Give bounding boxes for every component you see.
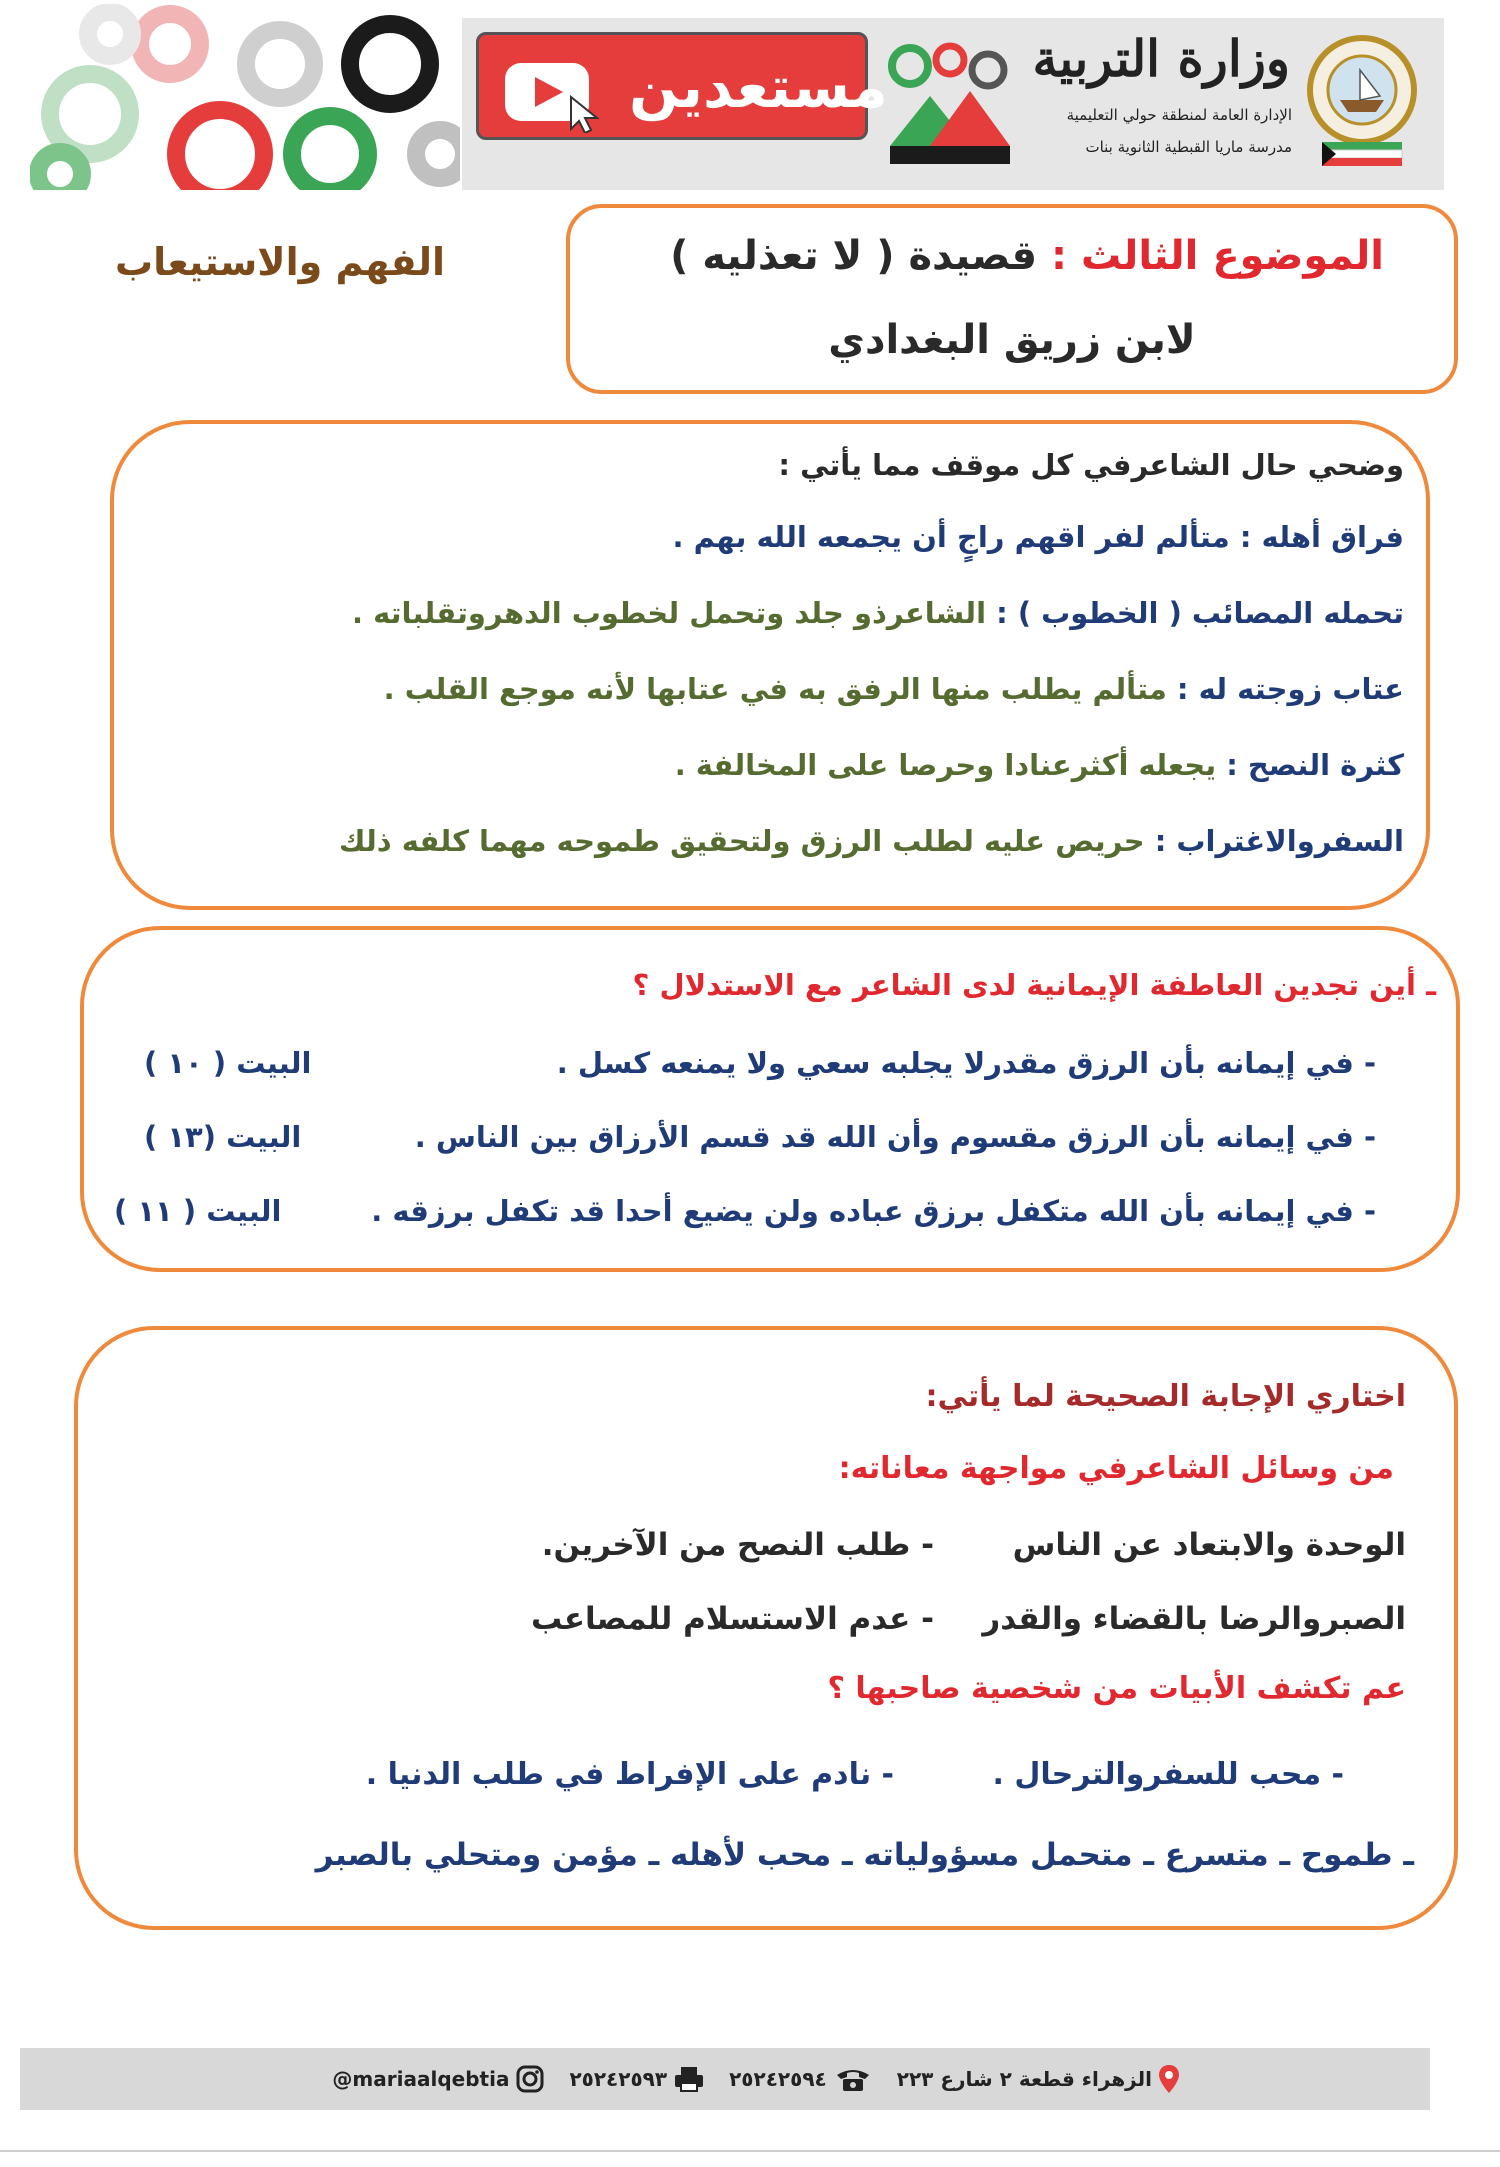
option-item: - عدم الاستسلام للمصاعب [531,1601,934,1637]
poet-state-box [110,420,1430,910]
instagram-handle: @mariaalqebtia [332,2067,510,2091]
phone-number: ٢٥٢٤٢٥٩٤ [729,2067,827,2091]
item-label: فراق أهله : [1239,520,1404,554]
verse-reference: البيت ( ١١ ) [114,1194,282,1228]
bottom-divider [0,2150,1500,2152]
list-item [675,740,1404,790]
title-line [670,224,1384,288]
verse-reference: البيت (١٣ ) [144,1120,302,1154]
subscribe-button[interactable] [476,32,888,140]
option-item: - محب للسفروالترحال . [992,1757,1344,1792]
section-label: الفهم والاستيعاب [115,240,445,284]
item-answer: متألم لفر اقهم راجٍ أن يجمعه الله بهم . [672,520,1230,554]
item-label: السفروالاغتراب : [1154,824,1404,858]
fax-icon [673,2065,705,2093]
gears-decoration-icon [30,4,460,190]
option-item: - نادم على الإفراط في طلب الدنيا . [365,1757,894,1792]
list-item [352,588,1404,638]
option-item: - طلب النصح من الآخرين. [541,1527,934,1563]
footer-contacts [332,2048,1180,2110]
multiple-choice-box [74,1326,1458,1930]
footer-fax [569,2065,705,2093]
kuwait-emblem-icon [1300,24,1424,174]
list-item: - في إيمانه بأن الله متكفل برزق عباده ولن يضيع أحدا قد تكفل برزقه . [371,1194,1376,1228]
subscribe-label: مستعدين [629,53,888,121]
ministry-name: وزارة التربية [1032,29,1290,88]
verse-reference: البيت ( ١٠ ) [144,1046,312,1080]
choice-instruction: اختاري الإجابة الصحيحة لما يأتي: [925,1379,1406,1414]
faith-question: ـ أين تجدين العاطفة الإيمانية لدى الشاعر مع الاستدلال ؟ [632,968,1436,1002]
location-pin-icon [1158,2064,1180,2094]
fax-number: ٢٥٢٤٢٥٩٣ [569,2067,668,2091]
address-text: الزهراء قطعة ٢ شارع ٢٢٣ [896,2067,1152,2091]
footer-instagram[interactable] [332,2064,545,2094]
poet-state-question: وضحي حال الشاعرفي كل موقف مما يأتي : [778,448,1404,482]
footer-bar [20,2048,1430,2110]
school-name-line: مدرسة ماريا القبطية الثانوية بنات [1085,138,1292,156]
poem-name: قصيدة ( لا تعذليه ) [670,233,1038,279]
header-banner [0,0,1444,192]
department-line: الإدارة العامة لمنطقة حولي التعليمية [1066,106,1292,124]
item-answer: متألم يطلب منها الرفق به في عتابها لأنه موجع القلب . [383,672,1167,706]
phone-icon [833,2065,873,2093]
item-answer: حريص عليه لطلب الرزق ولتحقيق طموحه مهما كلفه ذلك [338,824,1145,858]
footer-phone [729,2065,873,2093]
list-item [673,512,1404,562]
item-label: عتاب زوجته له : [1176,672,1404,706]
item-answer: الشاعرذو جلد وتحمل لخطوب الدهروتقلباته . [351,596,987,630]
item-answer: يجعله أكثرعنادا وحرصا على المخالفة . [674,748,1217,782]
topic-label: الموضوع الثالث : [1051,233,1384,279]
title-box [566,204,1458,394]
question-1: من وسائل الشاعرفي مواجهة معاناته: [838,1451,1394,1486]
item-label: كثرة النصح : [1226,748,1404,782]
footer-address [897,2064,1180,2094]
question-2: عم تكشف الأبيات من شخصية صاحبها ؟ [827,1671,1406,1706]
play-cursor-icon [501,57,611,133]
list-item: - في إيمانه بأن الرزق مقسوم وأن الله قد قسم الأرزاق بين الناس . [414,1120,1376,1154]
list-item [384,664,1404,714]
item-label: تحمله المصائب ( الخطوب ) : [996,596,1404,630]
traits-line: ـ طموح ـ متسرع ـ متحمل مسؤولياته ـ محب لأهله ـ مؤمن ومتحلي بالصبر [315,1837,1414,1873]
poem-author: لابن زريق البغدادي [828,317,1196,363]
instagram-icon [515,2064,545,2094]
option-item: الوحدة والابتعاد عن الناس [1012,1527,1406,1563]
faith-emotion-box [80,926,1460,1272]
list-item: - في إيمانه بأن الرزق مقدرلا يجلبه سعي ولا يمنعه كسل . [556,1046,1376,1080]
list-item [339,816,1404,866]
school-logo-icon [880,36,1020,176]
option-item: الصبروالرضا بالقضاء والقدر [982,1601,1406,1637]
